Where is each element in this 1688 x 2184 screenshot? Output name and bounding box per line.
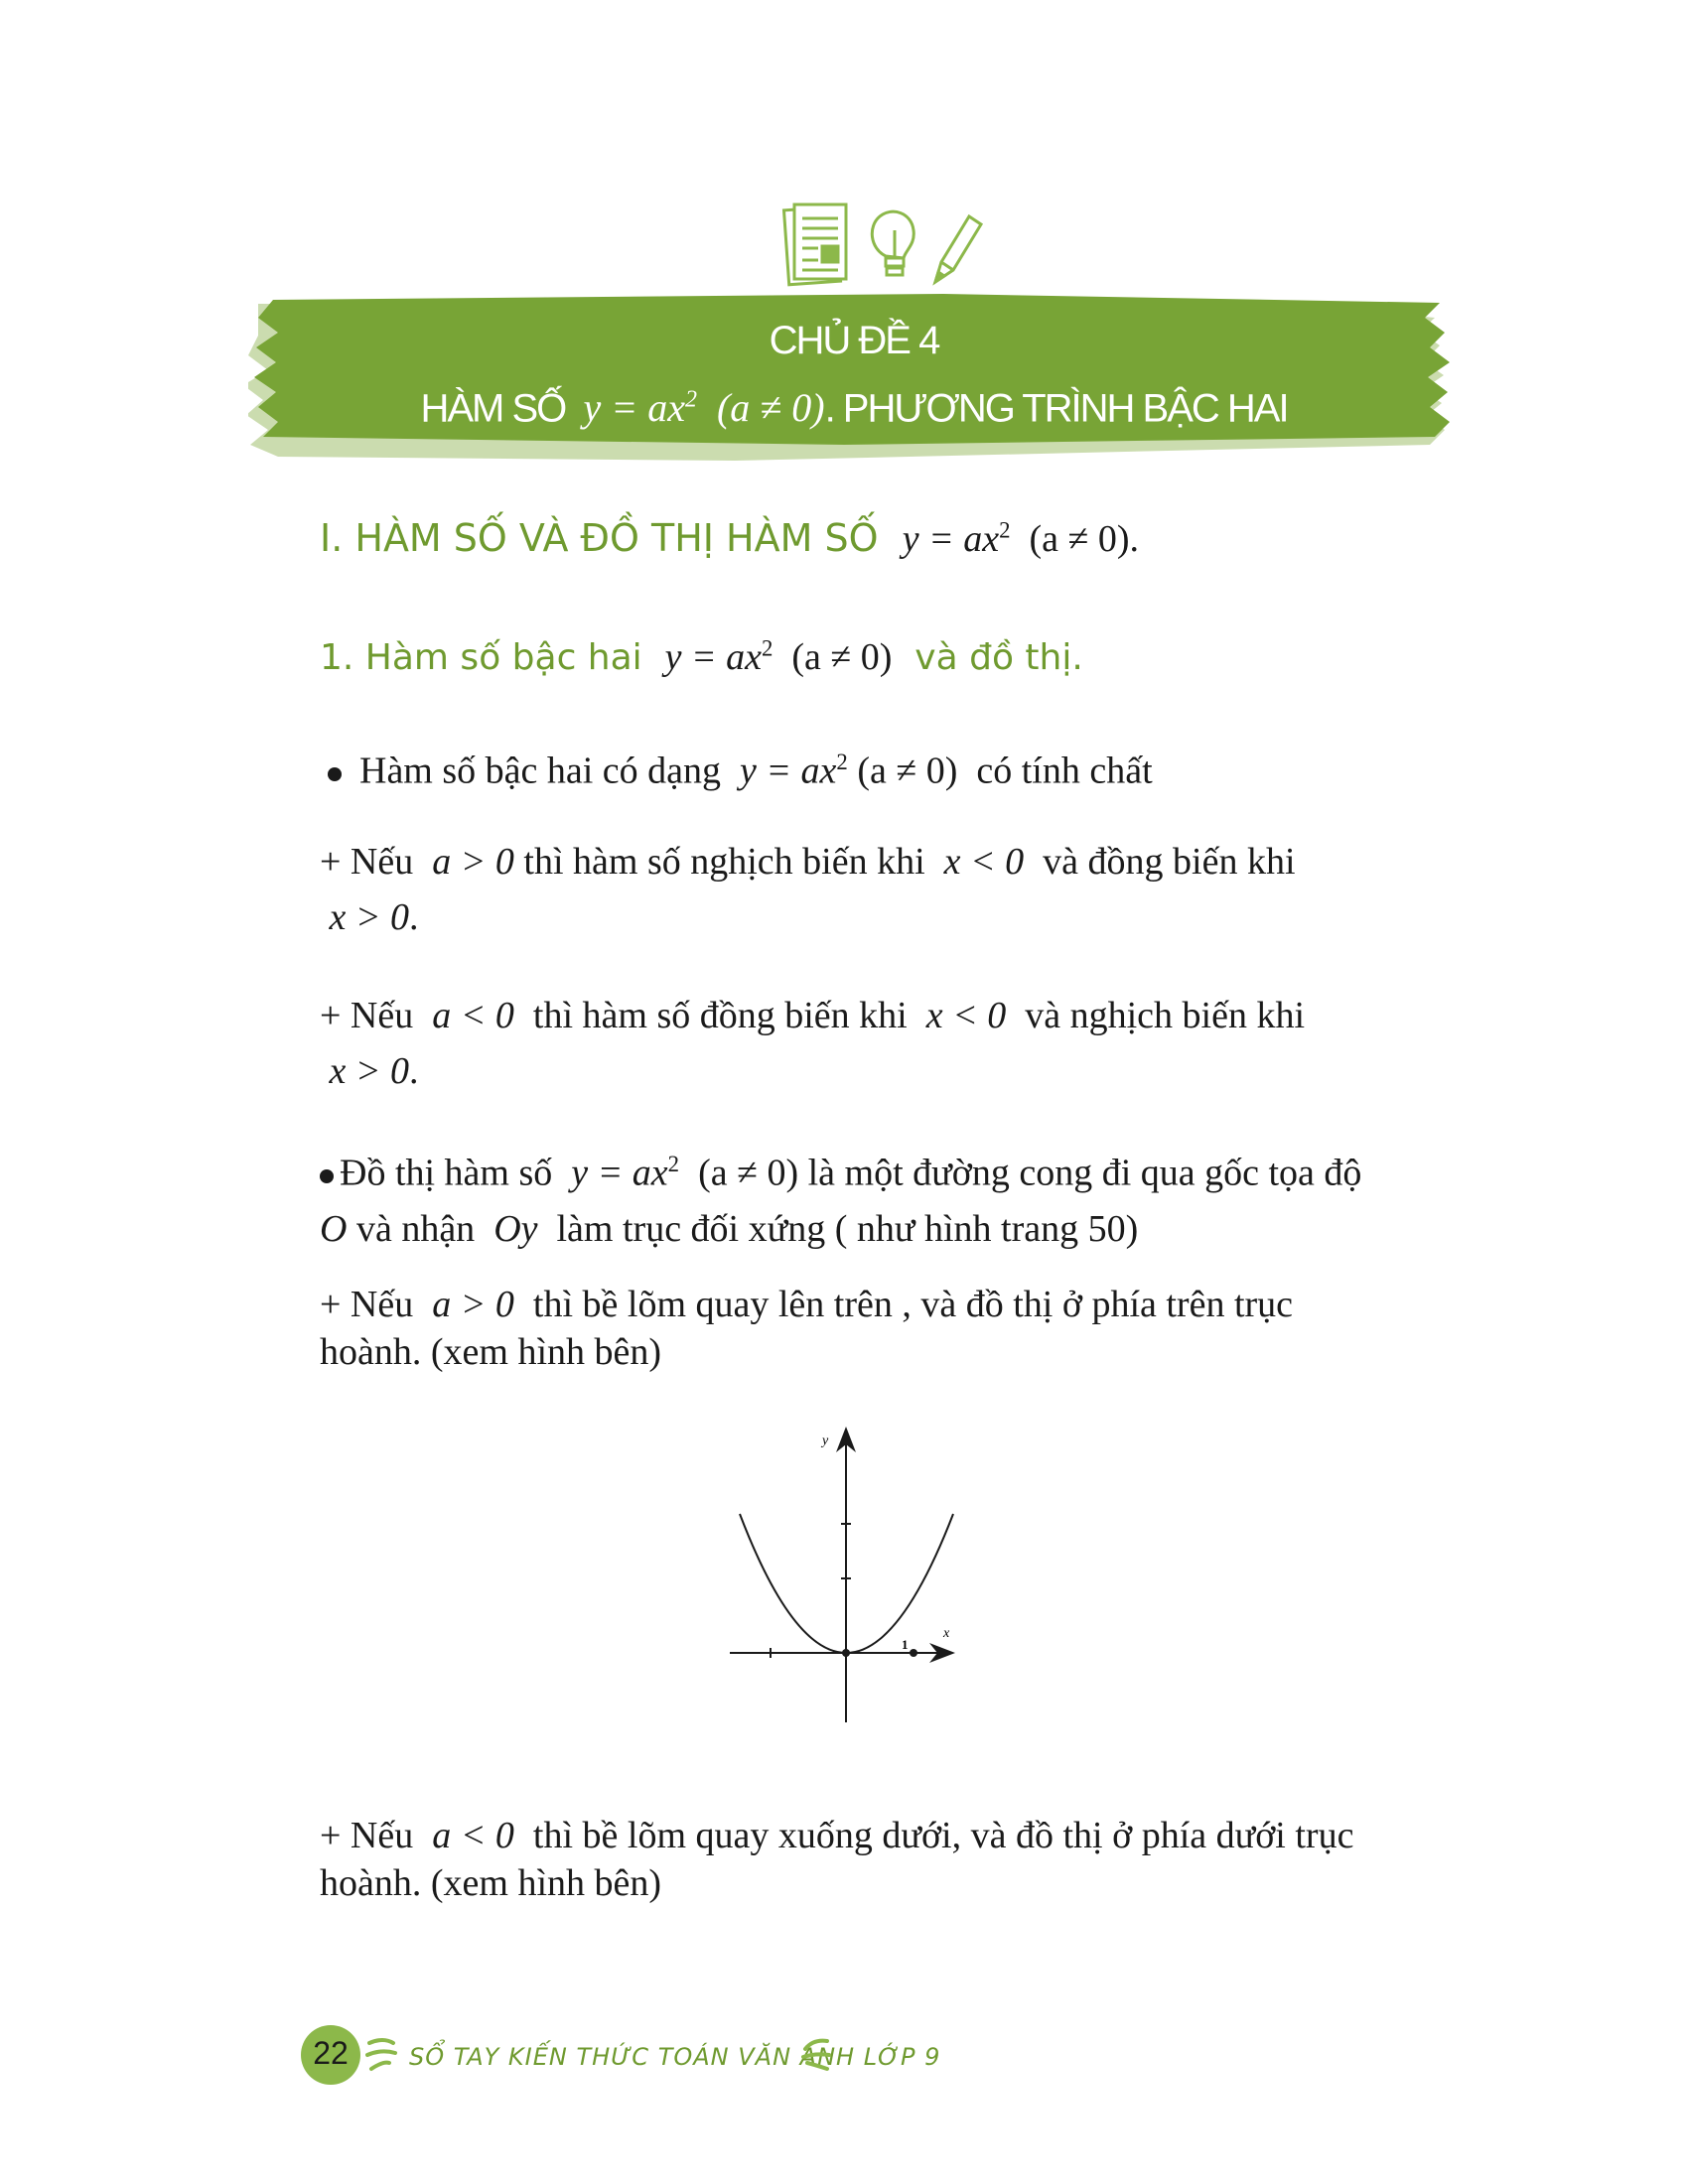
- x-axis-label: x: [943, 1626, 950, 1641]
- paragraph-a-negative-concave: + Nếu a < 0 thì bề lõm quay xuống dưới, và đồ thị ở phía dưới trục hoành. (xem hình bên): [320, 1815, 1354, 1904]
- section-heading: I. HÀM SỐ VÀ ĐỒ THỊ HÀM SỐ $y = ax^2$ (a ≠ 0).: [320, 516, 1140, 560]
- lightbulb-icon: [872, 211, 914, 275]
- chapter-number: CHỦ ĐỀ 4: [769, 319, 939, 362]
- chapter-subtitle: HÀM SỐ $y = ax^2$ (a ≠ 0). PHƯƠNG TRÌNH BẬC HAI: [420, 385, 1288, 431]
- pencil-icon: [935, 216, 981, 282]
- bullet-icon: [328, 767, 342, 781]
- tick-point: [910, 1649, 917, 1657]
- document-icon: [783, 205, 846, 285]
- paragraph-a-positive-monotonic: + Nếu a > 0 thì hàm số nghịch biến khi x < 0 và đồng biến khi x > 0.: [320, 841, 1296, 938]
- page-number: 22: [313, 2035, 349, 2071]
- footer-leaf-left-icon: [365, 2033, 399, 2077]
- bullet-paragraph-graph: Đồ thị hàm số $y = ax^2$ (a ≠ 0) là một đường cong đi qua gốc tọa độ O và nhận Oy làm trục đối xứng ( như hình trang 50): [320, 1152, 1362, 1250]
- bullet-icon: [320, 1169, 334, 1183]
- paragraph-a-positive-concave: + Nếu a > 0 thì bề lõm quay lên trên , và đồ thị ở phía trên trục hoành. (xem hình bên): [320, 1284, 1294, 1373]
- header-icons: [774, 199, 993, 298]
- y-axis-label: y: [822, 1433, 829, 1448]
- chapter-title: [248, 316, 1460, 443]
- bullet-paragraph-definition: Hàm số bậc hai có dạng $y = ax^2$ (a ≠ 0) có tính chất: [328, 735, 1400, 799]
- tick-label: 1: [902, 1637, 909, 1652]
- footer-leaf-right-icon: [799, 2033, 833, 2077]
- book-title: SỔ TAY KIẾN THỨC TOÁN VĂN ANH LỚP 9: [409, 2043, 941, 2071]
- subsection-heading: 1. Hàm số bậc hai $y = ax^2$ (a ≠ 0) và đồ thị.: [320, 635, 1083, 678]
- origin-point: [842, 1649, 850, 1657]
- parabola-graph: [725, 1425, 963, 1732]
- paragraph-a-negative-monotonic: + Nếu a < 0 thì hàm số đồng biến khi x < 0 và nghịch biến khi x > 0.: [320, 995, 1306, 1092]
- page-number-badge: [301, 2025, 360, 2085]
